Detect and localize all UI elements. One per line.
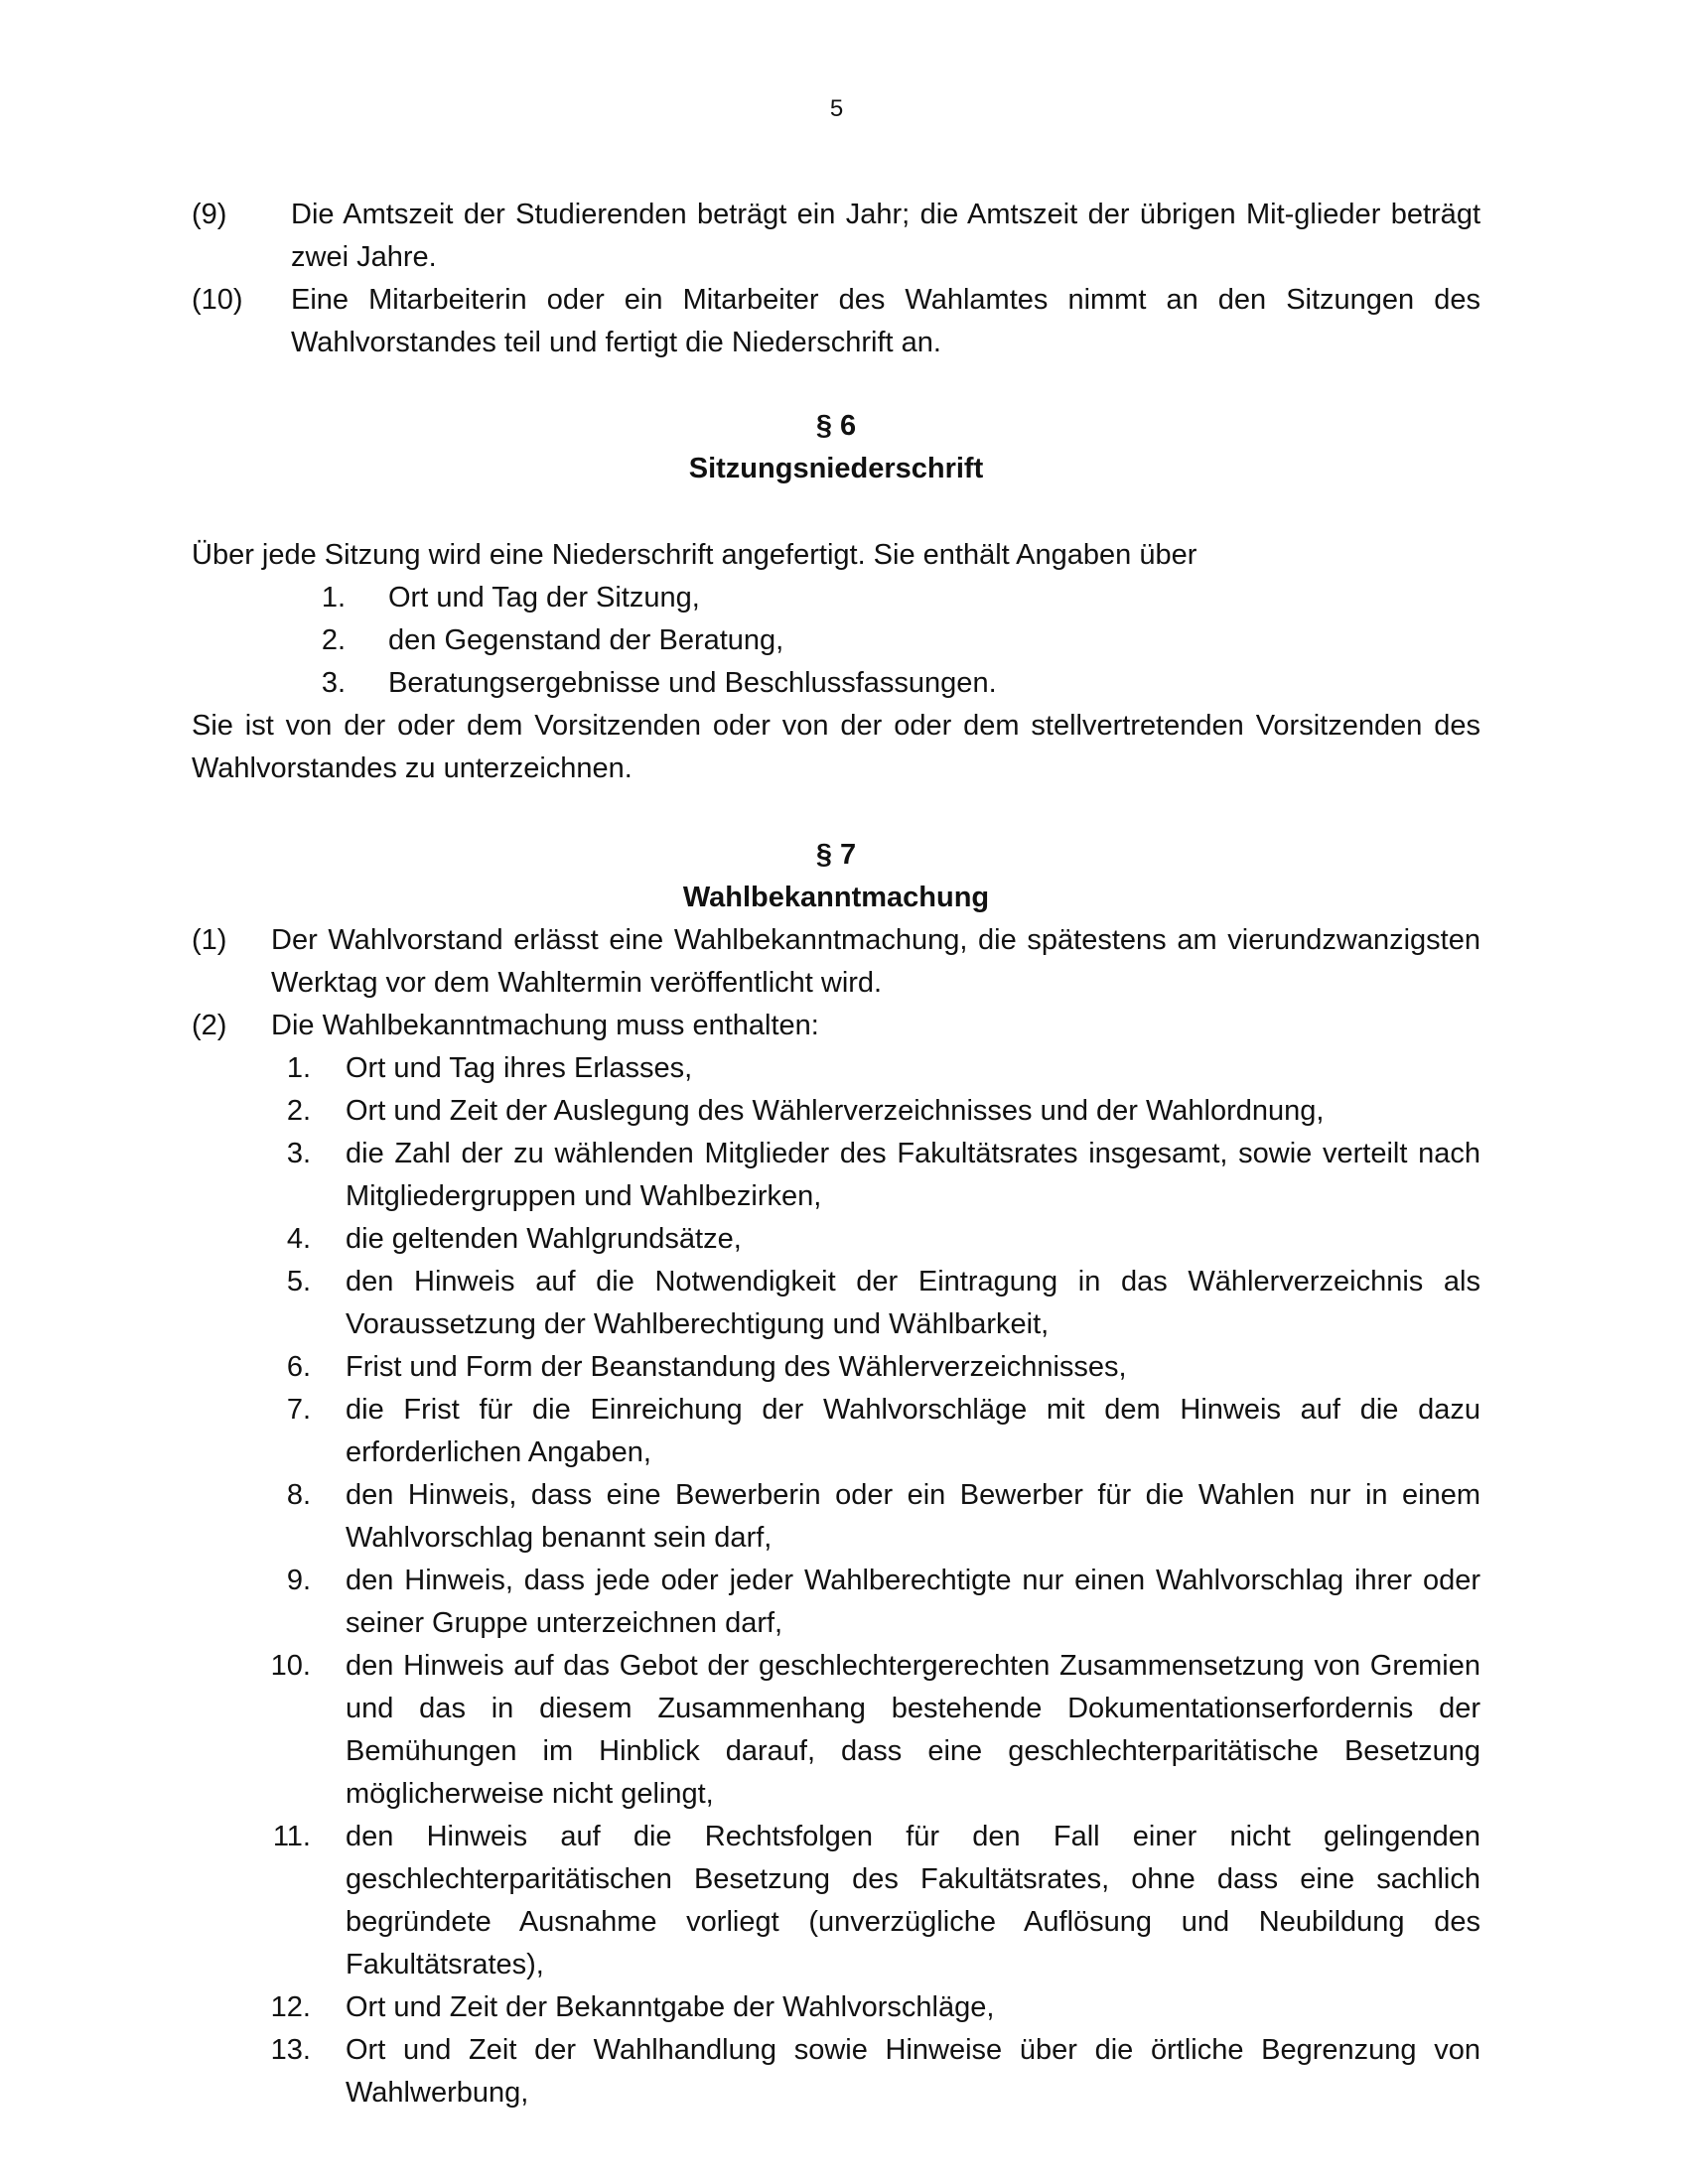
list-item-number: 13. — [270, 2034, 311, 2066]
paragraph-text: Die Wahlbekanntmachung muss enthalten: — [271, 1010, 819, 1041]
list-item — [192, 1261, 1480, 1346]
list-item-text: Ort und Tag ihres Erlasses, — [346, 1052, 693, 1084]
section7-list — [192, 1047, 1480, 2115]
list-item — [192, 1389, 1480, 1474]
list-item-text: Ort und Zeit der Wahlhandlung sowie Hinweise über die örtliche Begrenzung von Wahlwerbung, — [346, 2034, 1480, 2109]
list-item — [192, 2029, 1480, 2115]
paragraph-text: Der Wahlvorstand erlässt eine Wahlbekanntmachung, die spätestens am vierundzwanzigsten Werktag vor dem Wahltermin veröffentlicht wird. — [271, 924, 1480, 999]
paragraph-text: Die Amtszeit der Studierenden beträgt ein Jahr; die Amtszeit der übrigen Mit-glieder beträgt zwei Jahre. — [291, 199, 1480, 273]
list-item — [192, 662, 1480, 705]
page-number: 5 — [829, 95, 844, 122]
list-item-number: 9. — [286, 1565, 311, 1596]
paragraph-10 — [192, 279, 1480, 364]
list-item-text: die Frist für die Einreichung der Wahlvorschläge mit dem Hinweis auf die dazu erforderlichen Angaben, — [346, 1394, 1480, 1468]
list-item-number: 4. — [286, 1223, 311, 1255]
list-item-text: die Zahl der zu wählenden Mitglieder des Fakultätsrates insgesamt, sowie verteilt nach Mitgliedergruppen und Wahlbezirken, — [346, 1138, 1480, 1212]
list-item-text: die geltenden Wahlgrundsätze, — [346, 1223, 742, 1255]
list-item-number: 5. — [286, 1266, 311, 1297]
list-item — [192, 1645, 1480, 1816]
list-item-number: 3. — [321, 667, 346, 699]
paragraph-number: (1) — [192, 924, 227, 956]
section6-intro: Über jede Sitzung wird eine Niederschrift angefertigt. Sie enthält Angaben über — [192, 539, 1197, 571]
paragraph-2 — [192, 1005, 1480, 1047]
list-item-number: 1. — [321, 582, 346, 614]
section6-list — [192, 577, 1480, 705]
section-number: § 7 — [815, 839, 857, 871]
section6-body — [192, 534, 1480, 790]
section-title: Wahlbekanntmachung — [682, 882, 990, 913]
section-number: § 6 — [815, 410, 857, 442]
list-item — [192, 1346, 1480, 1389]
list-item-number: 8. — [286, 1479, 311, 1511]
list-item — [192, 1986, 1480, 2029]
list-item — [192, 1560, 1480, 1645]
list-item-number: 10. — [270, 1650, 311, 1682]
list-item — [192, 1816, 1480, 1986]
list-item-text: Ort und Tag der Sitzung, — [388, 582, 700, 614]
section7-heading — [192, 834, 1480, 919]
list-item-number: 7. — [286, 1394, 311, 1426]
list-item — [192, 1047, 1480, 1090]
list-item-text: den Hinweis, dass jede oder jeder Wahlberechtigte nur einen Wahlvorschlag ihrer oder seiner Gruppe unterzeichnen darf, — [346, 1565, 1480, 1639]
paragraph-number: (9) — [192, 199, 227, 230]
section6-heading — [192, 405, 1480, 490]
paragraph-number: (2) — [192, 1010, 227, 1041]
list-item-number: 2. — [286, 1095, 311, 1127]
section5-continuation — [192, 194, 1480, 364]
list-item — [192, 1090, 1480, 1133]
list-item-number: 12. — [270, 1991, 311, 2023]
paragraph-text: Eine Mitarbeiterin oder ein Mitarbeiter des Wahlamtes nimmt an den Sitzungen des Wahlvorstandes teil und fertigt die Niederschrift an. — [291, 284, 1480, 358]
list-item — [192, 619, 1480, 662]
list-item — [192, 1218, 1480, 1261]
list-item-text: den Hinweis, dass eine Bewerberin oder ein Bewerber für die Wahlen nur in einem Wahlvorschlag benannt sein darf, — [346, 1479, 1480, 1554]
section-title: Sitzungsniederschrift — [688, 453, 984, 484]
list-item-number: 2. — [321, 624, 346, 656]
list-item-text: den Gegenstand der Beratung, — [388, 624, 784, 656]
list-item-text: Ort und Zeit der Bekanntgabe der Wahlvorschläge, — [346, 1991, 995, 2023]
list-item — [192, 1474, 1480, 1560]
list-item-text: Beratungsergebnisse und Beschlussfassungen. — [388, 667, 997, 699]
list-item-text: Ort und Zeit der Auslegung des Wählerverzeichnisses und der Wahlordnung, — [346, 1095, 1325, 1127]
section6-outro: Sie ist von der oder dem Vorsitzenden oder von der oder dem stellvertretenden Vorsitzenden des Wahlvorstandes zu unterzeichnen. — [192, 710, 1480, 784]
paragraph-9 — [192, 194, 1480, 279]
paragraph-number: (10) — [192, 284, 243, 316]
paragraph-1 — [192, 919, 1480, 1005]
list-item-text: den Hinweis auf die Notwendigkeit der Eintragung in das Wählerverzeichnis als Voraussetzung der Wahlberechtigung und Wählbarkeit, — [346, 1266, 1480, 1340]
list-item — [192, 1133, 1480, 1218]
list-item-number: 3. — [286, 1138, 311, 1169]
list-item-number: 11. — [272, 1821, 311, 1852]
list-item — [192, 577, 1480, 619]
list-item-text: Frist und Form der Beanstandung des Wählerverzeichnisses, — [346, 1351, 1127, 1383]
section7-body — [192, 919, 1480, 2115]
list-item-text: den Hinweis auf die Rechtsfolgen für den Fall einer nicht gelingenden geschlechterparitätischen Besetzung des Fakultätsrates, ohne dass eine sachlich begründete Ausnahme vorliegt (unverzügliche Auflösung und Neubildung des Fakultätsrates), — [346, 1821, 1480, 1980]
list-item-text: den Hinweis auf das Gebot der geschlechtergerechten Zusammensetzung von Gremien und das in diesem Zusammenhang bestehende Dokumentationserfordernis der Bemühungen im Hinblick darauf, dass eine geschlechterparitätische Besetzung möglicherweise nicht gelingt, — [346, 1650, 1480, 1810]
list-item-number: 1. — [286, 1052, 311, 1084]
list-item-number: 6. — [286, 1351, 311, 1383]
